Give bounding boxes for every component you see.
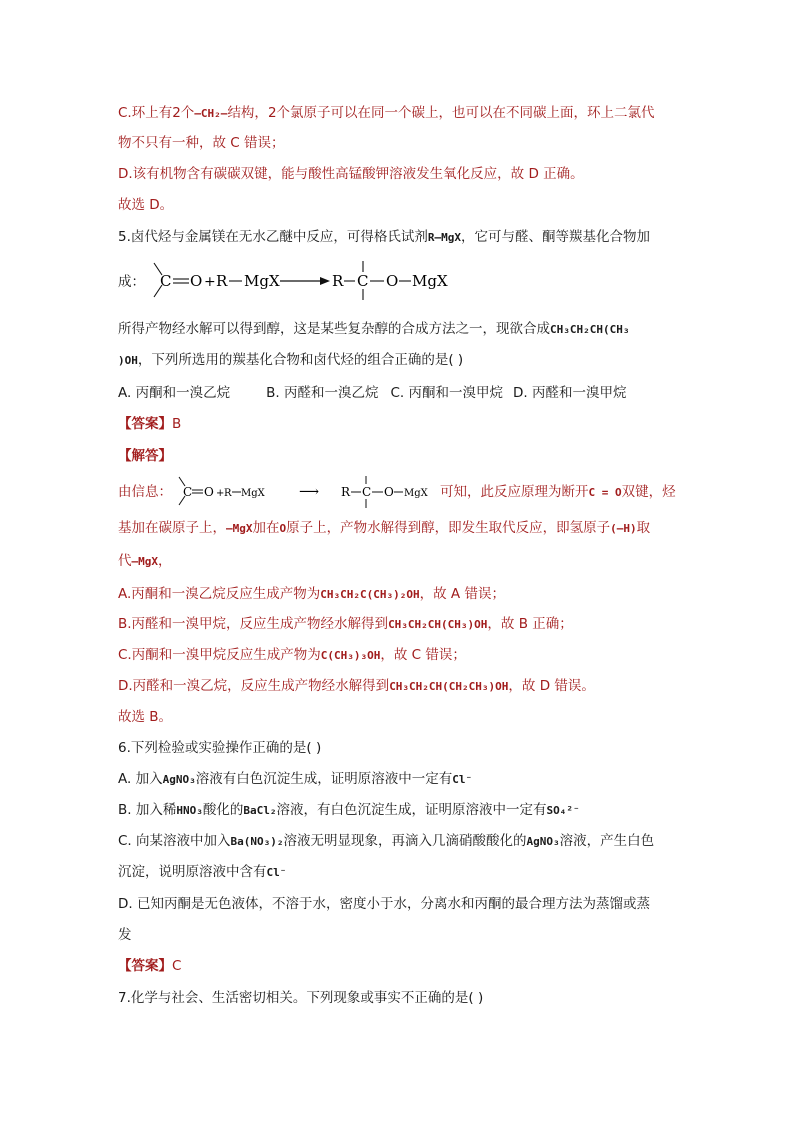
group-mgx: MgX <box>404 488 428 499</box>
q6-option-d-line2: 发 <box>118 927 132 943</box>
atom-o: O <box>384 485 394 499</box>
formula: Ba(NO₃)₂ <box>230 835 284 848</box>
text: ，故 C 错误； <box>380 647 466 663</box>
q5-solution-line1-text <box>440 482 676 503</box>
answer-value: B <box>172 416 182 432</box>
text: 所得产物经水解可以得到醇，这是某些复杂醇的合成方法之一，现欲合成 <box>118 321 550 337</box>
text: 溶液，产生白色 <box>559 833 655 849</box>
text: 双键，烃 <box>621 484 676 500</box>
text: B.丙醛和一溴甲烷，反应生成产物经水解得到 <box>118 616 389 632</box>
grignard-equation-diagram <box>148 259 458 303</box>
q5-analysis-b <box>118 614 573 635</box>
q4-conclusion: 故选 D。 <box>118 197 174 213</box>
text: 溶液，有白色沉淀生成，证明原溶液中一定有 <box>276 802 547 818</box>
text: D.丙醛和一溴乙烷，反应生成产物经水解得到 <box>118 678 390 694</box>
group-mgx: MgX <box>244 272 280 290</box>
q6-option-d-line1: D. 已知丙酮是无色液体，不溶于水，密度小于水，分离水和丙酮的最合理方法为蒸馏或蒸 <box>118 896 650 912</box>
text: ，下列所选用的羰基化合物和卤代烃的组合正确的是( ) <box>137 352 464 368</box>
group-r: R <box>216 272 228 290</box>
plus-sign: + <box>204 274 216 290</box>
atom-c: C <box>362 485 372 499</box>
q6-stem: 6.下列检验或实验操作正确的是( ) <box>118 740 322 756</box>
atom-o: O <box>190 272 203 290</box>
text: ，故 D 错误。 <box>508 678 595 694</box>
q5-analysis-a <box>118 584 505 605</box>
atom-o: O <box>386 272 399 290</box>
formula: C = O <box>588 486 622 499</box>
answer-value: C <box>172 958 182 974</box>
option-c: C. 丙酮和一溴甲烷 <box>390 385 503 401</box>
text: 2个 <box>172 105 195 121</box>
formula: –CH₂– <box>194 107 228 120</box>
q5-stem-line2-lead: 成： <box>118 274 145 290</box>
q5-options <box>118 383 626 403</box>
group-mgx: MgX <box>412 272 448 290</box>
text: 基加在碳原子上， <box>118 520 226 536</box>
formula: R–MgX <box>427 231 462 244</box>
formula: SO₄²⁻ <box>546 804 580 817</box>
text: 溶液有白色沉淀生成，证明原溶液中一定有 <box>195 771 453 787</box>
formula: –MgX <box>131 555 158 568</box>
group-r: R <box>224 488 232 499</box>
text: 可知，此反应原理为断开 <box>440 484 589 500</box>
formula: CH₃CH₂C(CH₃)₂OH <box>320 588 420 601</box>
solution-equation-diagram <box>175 474 443 510</box>
formula: (–H) <box>610 522 637 535</box>
q6-answer <box>118 956 181 976</box>
text: ，故 A 错误； <box>419 586 505 602</box>
text: 代 <box>118 553 132 569</box>
q7-stem: 7.化学与社会、生活密切相关。下列现象或事实不正确的是( ) <box>118 990 484 1006</box>
q6-option-a <box>118 769 472 790</box>
answer-label: 【答案】 <box>118 958 172 974</box>
q5-stem-line1 <box>118 227 650 248</box>
q5-solution-line3 <box>118 551 172 572</box>
text: 加在 <box>252 520 280 536</box>
q6-option-c-line1 <box>118 831 654 852</box>
text: A.丙酮和一溴乙烷反应生成产物为 <box>118 586 321 602</box>
q6-option-c-line2 <box>118 862 286 883</box>
q6-option-b <box>118 800 580 821</box>
formula: CH₃CH₂CH(CH₃ <box>550 323 630 336</box>
formula: Cl⁻ <box>452 773 473 786</box>
option-a: A. 丙酮和一溴乙烷 <box>118 385 231 401</box>
arrow-icon: ⟶ <box>299 484 320 500</box>
text: ， <box>158 553 172 569</box>
text: B. 加入稀 <box>118 802 177 818</box>
text: ，它可与醛、酮等羰基化合物加 <box>461 229 651 245</box>
atom-c: C <box>357 272 369 290</box>
formula: Cl⁻ <box>266 866 287 879</box>
q5-answer <box>118 414 181 434</box>
q4-option-d-line: D.该有机物含有碳碳双键，能与酸性高锰酸钾溶液发生氧化反应，故 D 正确。 <box>118 166 584 182</box>
text: C.丙酮和一溴甲烷反应生成产物为 <box>118 647 321 663</box>
text: C. 向某溶液中加入 <box>118 833 231 849</box>
atom-o: O <box>204 485 214 499</box>
formula: CH₃CH₂CH(CH₃)OH <box>388 618 488 631</box>
text: 2个氯原子可以在同一个碳上，也可以在不同碳上面，环上二氯代 <box>267 105 655 121</box>
formula: BaCl₂ <box>243 804 277 817</box>
text: C.环上有 <box>118 105 173 121</box>
text: A. 加入 <box>118 771 163 787</box>
q5-solution-line2 <box>118 518 650 539</box>
formula: CH₃CH₂CH(CH₂CH₃)OH <box>389 680 509 693</box>
q4-option-c-line1 <box>118 103 655 124</box>
atom-c: C <box>183 485 193 499</box>
text: 酸化的 <box>202 802 244 818</box>
group-r: R <box>332 272 344 290</box>
text: 结构， <box>227 105 268 121</box>
text: 取 <box>636 520 651 536</box>
formula: AgNO₃ <box>526 835 560 848</box>
q5-conclusion: 故选 B。 <box>118 709 173 725</box>
text: 5.卤代烃与金属镁在无水乙醚中反应，可得格氏试剂 <box>118 229 428 245</box>
answer-label: 【答案】 <box>118 416 172 432</box>
formula: O <box>279 522 287 535</box>
text: 溶液无明显现象，再滴入几滴硝酸酸化的 <box>283 833 527 849</box>
atom-c: C <box>160 272 172 290</box>
option-b: B. 丙醛和一溴乙烷 <box>266 385 379 401</box>
q4-option-c-line2: 物不只有一种，故 C 错误； <box>118 135 285 151</box>
q5-analysis-c <box>118 645 466 666</box>
formula: AgNO₃ <box>162 773 196 786</box>
formula: HNO₃ <box>176 804 203 817</box>
formula: –MgX <box>226 522 253 535</box>
formula: )OH <box>118 354 138 367</box>
q5-stem-line4 <box>118 350 463 371</box>
group-r: R <box>341 485 351 499</box>
q5-solution-line1-lead: 由信息： <box>118 484 172 500</box>
plus-sign: + <box>216 488 225 499</box>
group-mgx: MgX <box>241 488 265 499</box>
q5-stem-line3 <box>118 319 629 340</box>
formula: C(CH₃)₃OH <box>320 649 381 662</box>
text: 沉淀，说明原溶液中含有 <box>118 864 267 880</box>
text: 原子上，产物水解得到醇，即发生取代反应，即氢原子 <box>286 520 611 536</box>
option-d: D. 丙醛和一溴甲烷 <box>512 385 627 401</box>
text: ，故 B 正确； <box>487 616 573 632</box>
q5-analysis-d <box>118 676 595 697</box>
q5-solution-label: 【解答】 <box>118 448 172 464</box>
